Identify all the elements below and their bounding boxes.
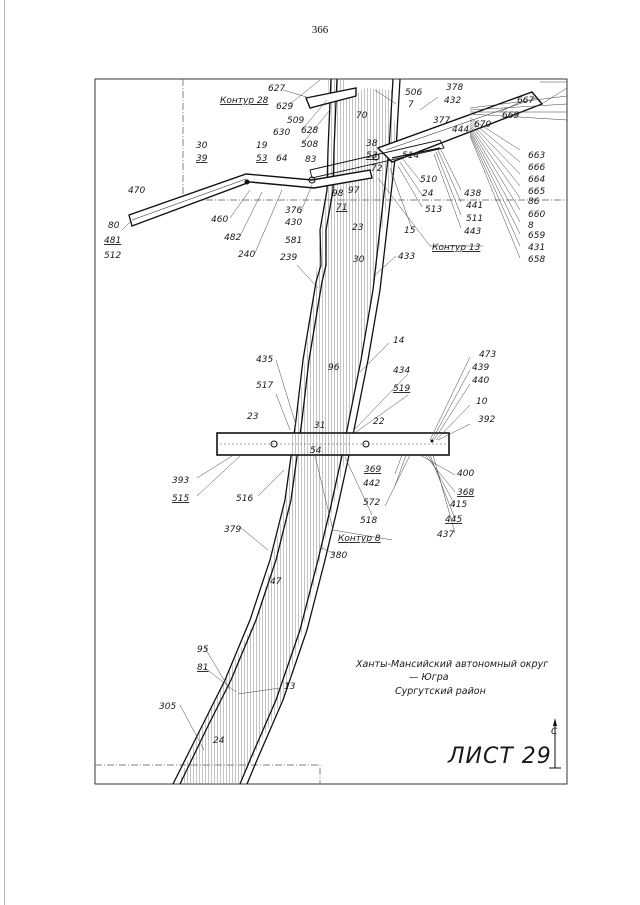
page-number: 366	[311, 24, 329, 36]
parcel-label: 433	[398, 252, 416, 262]
parcel-label: 667	[517, 96, 535, 106]
parcel-label: 430	[285, 218, 303, 228]
parcel-label: 514	[402, 151, 420, 161]
parcel-label: 438	[464, 189, 482, 199]
parcel-label: 518	[360, 516, 378, 526]
parcel-label: 19	[256, 141, 268, 151]
parcel-label: 431	[528, 243, 546, 253]
parcel-label: 400	[457, 469, 475, 479]
parcel-label: 513	[425, 205, 443, 215]
parcel-label: 445	[445, 515, 463, 525]
parcel-label: 240	[238, 250, 256, 260]
parcel-label: 392	[478, 415, 496, 425]
parcel-label: 512	[104, 251, 122, 261]
parcel-label: 629	[276, 102, 294, 112]
parcel-label: 473	[479, 350, 497, 360]
contour-label-13: Контур 13	[432, 243, 481, 253]
parcel-label: 460	[211, 215, 229, 225]
sheet-title: ЛИСТ 29	[448, 744, 552, 769]
parcel-label: 24	[422, 189, 434, 199]
parcel-label: 30	[196, 141, 208, 151]
region-line-1: Ханты-Мансийский автономный округ	[356, 659, 549, 670]
north-mark: С	[551, 727, 558, 737]
parcel-label: 515	[172, 494, 190, 504]
parcel-label: 659	[528, 231, 546, 241]
parcel-label: 30	[353, 255, 365, 265]
region-line-2: — Югра	[409, 672, 449, 683]
parcel-label: 71	[336, 203, 348, 213]
parcel-label: 13	[284, 682, 296, 692]
parcel-label: 23	[247, 412, 259, 422]
parcel-label: 435	[256, 355, 274, 365]
parcel-label: 443	[464, 227, 482, 237]
parcel-label: 508	[301, 140, 319, 150]
parcel-label: 24	[213, 736, 225, 746]
parcel-label: 437	[437, 530, 455, 540]
parcel-label: 581	[285, 236, 303, 246]
parcel-label: 23	[352, 223, 364, 233]
point-marker	[245, 180, 250, 185]
parcel-label: 470	[128, 186, 146, 196]
parcel-label: 7	[408, 100, 414, 110]
parcel-label: 14	[393, 336, 405, 346]
parcel-label: 97	[348, 186, 360, 196]
contour-label-8: Контур 8	[338, 534, 381, 544]
parcel-label: 432	[444, 96, 462, 106]
parcel-label: 517	[256, 381, 274, 391]
parcel-label: 369	[364, 465, 382, 475]
parcel-label: 664	[528, 175, 546, 185]
parcel-label: 81	[197, 663, 209, 673]
parcel-label: 305	[159, 702, 177, 712]
parcel-label: 519	[393, 384, 411, 394]
parcel-label: 669	[502, 111, 520, 121]
parcel-label: 10	[476, 397, 488, 407]
parcel-label: 511	[466, 214, 484, 224]
parcel-label: 47	[270, 577, 282, 587]
parcel-label: 481	[104, 236, 122, 246]
parcel-label: 439	[472, 363, 490, 373]
parcel-label: 630	[273, 128, 291, 138]
parcel-label: 509	[287, 116, 305, 126]
parcel-label: 22	[373, 417, 385, 427]
parcel-label: 95	[197, 645, 209, 655]
parcel-label: 628	[301, 126, 319, 136]
parcel-label: 38	[366, 139, 378, 149]
parcel-label: 510	[420, 175, 438, 185]
parcel-label: 434	[393, 366, 411, 376]
parcel-label: 444	[452, 125, 470, 135]
parcel-label: 239	[280, 253, 298, 263]
parcel-label: 80	[108, 221, 120, 231]
parcel-label: 72	[371, 164, 383, 174]
parcel-label: 380	[330, 551, 348, 561]
parcel-label: 83	[305, 155, 317, 165]
region-line-3: Сургутский район	[395, 686, 486, 697]
parcel-label: 506	[405, 88, 423, 98]
parcel-label: 660	[528, 210, 546, 220]
parcel-label: 54	[310, 446, 322, 456]
parcel-label: 665	[528, 187, 546, 197]
parcel-label: 393	[172, 476, 190, 486]
parcel-label: 53	[366, 151, 378, 161]
parcel-label: 98	[332, 189, 344, 199]
parcel-label: 440	[472, 376, 490, 386]
parcel-label: 670	[474, 120, 492, 130]
parcel-label: 666	[528, 163, 546, 173]
parcel-label: 31	[314, 421, 326, 431]
parcel-label: 368	[457, 488, 475, 498]
parcel-label: 376	[285, 206, 303, 216]
parcel-label: 39	[196, 154, 208, 164]
parcel-label: 53	[256, 154, 268, 164]
parcel-label: 627	[268, 84, 286, 94]
parcel-label: 86	[528, 197, 540, 207]
parcel-label: 663	[528, 151, 546, 161]
parcel-label: 8	[528, 221, 534, 231]
west-branch-axis	[132, 179, 246, 220]
parcel-label: 70	[356, 111, 368, 121]
parcel-label: 415	[450, 500, 468, 510]
parcel-label: 482	[224, 233, 242, 243]
parcel-label: 377	[433, 116, 451, 126]
parcel-label: 572	[363, 498, 381, 508]
contour-label-28: Контур 28	[220, 96, 269, 106]
parcel-label: 96	[328, 363, 340, 373]
parcel-label: 378	[446, 83, 464, 93]
parcel-label: 442	[363, 479, 381, 489]
parcel-label: 15	[404, 226, 416, 236]
parcel-label: 516	[236, 494, 254, 504]
parcel-label: 441	[466, 201, 484, 211]
parcel-label: 64	[276, 154, 288, 164]
parcel-label: 658	[528, 255, 546, 265]
parcel-label: 379	[224, 525, 242, 535]
